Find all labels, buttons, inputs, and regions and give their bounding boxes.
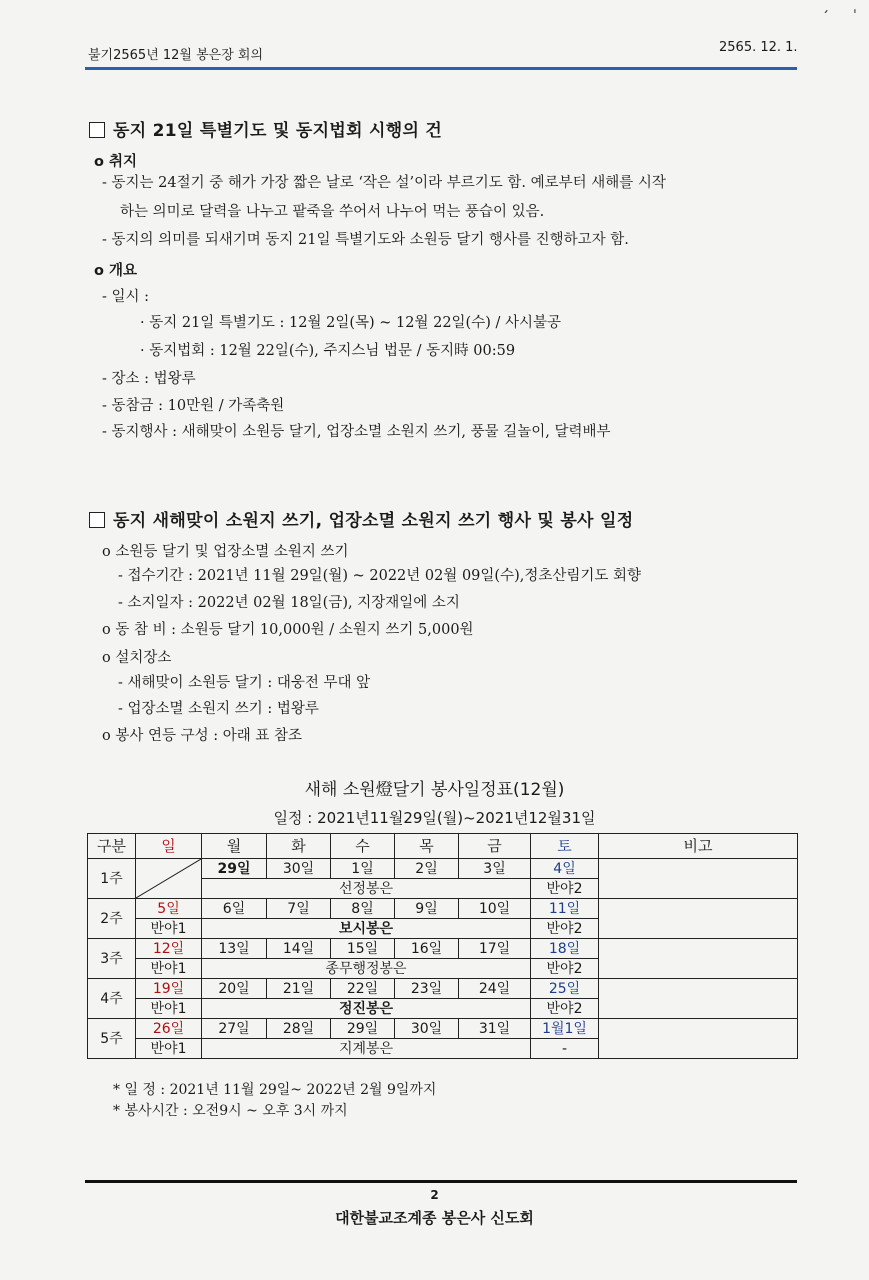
section2-title: 동지 새해맞이 소원지 쓰기, 업장소멸 소원지 쓰기 행사 및 봉사 일정 [113,511,634,531]
week-label: 3주 [88,939,136,979]
section2-line: - 소지일자 : 2022년 02월 18일(금), 지장재일에 소지 [118,595,460,611]
saturday-cell: 4일 [531,859,599,879]
day-cell: 30일 [395,1019,459,1039]
note-cell [599,899,798,939]
saturday-cell: 25일 [531,979,599,999]
day-cell: 14일 [267,939,331,959]
date-label: - 일시 : [102,289,150,305]
header-cell: 비고 [599,834,798,859]
day-cell: 10일 [459,899,531,919]
saturday-group-cell: - [531,1039,599,1059]
saturday-cell: 18일 [531,939,599,959]
group-cell: 지계봉은 [202,1039,531,1059]
note-line: * 봉사시간 : 오전9시 ~ 오후 3시 까지 [113,1103,348,1119]
section2-line: - 새해맞이 소원등 달기 : 대웅전 무대 앞 [118,675,371,691]
sunday-group-cell: 반야1 [136,919,202,939]
week-label: 1주 [88,859,136,899]
header-date: 2565. 12. 1. [719,40,798,55]
section2-line: o 설치장소 [102,650,172,666]
place-line: - 장소 : 법왕루 [102,371,196,387]
events-line: - 동지행사 : 새해맞이 소원등 달기, 업장소멸 소원지 쓰기, 풍물 길놀이, 달력배부 [102,424,611,440]
overview-label: o 개요 [94,263,138,279]
header-cell: 월 [202,834,267,859]
day-cell: 9일 [395,899,459,919]
header-title: 불기2565년 12월 봉은장 회의 [88,48,264,63]
date-line: · 동지법회 : 12월 22일(수), 주지스님 법문 / 동지時 00:59 [140,343,516,359]
day-cell: 28일 [267,1019,331,1039]
section2-line: - 업장소멸 소원지 쓰기 : 법왕루 [118,701,319,717]
saturday-cell: 1월1일 [531,1019,599,1039]
footer-org: 대한불교조계종 봉은사 신도회 [335,1209,534,1227]
saturday-group-cell: 반야2 [531,959,599,979]
sunday-group-cell: 반야1 [136,999,202,1019]
day-cell: 17일 [459,939,531,959]
header-cell: 금 [459,834,531,859]
day-cell: 22일 [331,979,395,999]
table-header-row [88,834,798,859]
note-cell [599,1019,798,1059]
table-row [88,1019,798,1039]
header-cell: 일 [136,834,202,859]
checkbox-icon [89,512,105,528]
group-cell: 종무행정봉은 [202,959,531,979]
table-row [88,859,798,879]
day-cell: 2일 [395,859,459,879]
date-line: · 동지 21일 특별기도 : 12월 2일(목) ~ 12월 22일(수) / 사시불공 [140,315,562,331]
saturday-cell: 11일 [531,899,599,919]
table-row [88,979,798,999]
day-cell: 29일 [331,1019,395,1039]
week-label: 4주 [88,979,136,1019]
day-cell: 3일 [459,859,531,879]
note-cell [599,939,798,979]
section2-heading [89,506,633,531]
day-cell: 21일 [267,979,331,999]
note-cell [599,979,798,1019]
day-cell: 24일 [459,979,531,999]
group-cell: 보시봉은 [202,919,531,939]
saturday-group-cell: 반야2 [531,879,599,899]
day-cell: 20일 [202,979,267,999]
table-title: 새해 소원燈달기 봉사일정표(12월) [304,780,565,800]
schedule-table [87,833,798,1059]
purpose-label: o 취지 [94,154,138,170]
day-cell: 27일 [202,1019,267,1039]
day-cell: 31일 [459,1019,531,1039]
day-cell: 16일 [395,939,459,959]
header-cell: 구분 [88,834,136,859]
sunday-cell: 5일 [136,899,202,919]
group-cell: 정진봉은 [202,999,531,1019]
sunday-group-cell: 반야1 [136,1039,202,1059]
page-number: 2 [430,1188,439,1202]
table-subtitle: 일정 : 2021년11월29일(월)~2021년12월31일 [273,809,596,827]
table-row [88,939,798,959]
day-cell: 1일 [331,859,395,879]
empty-diagonal-cell [136,859,202,899]
section1-heading [89,116,442,141]
section2-line: o 동 참 비 : 소원등 달기 10,000원 / 소원지 쓰기 5,000원 [102,622,474,638]
day-cell: 30일 [267,859,331,879]
header-cell: 수 [331,834,395,859]
table-row [88,899,798,919]
diagonal-line-icon [136,859,201,898]
section2-line: o 소원등 달기 및 업장소멸 소원지 쓰기 [102,544,349,560]
fee-line: - 동참금 : 10만원 / 가족축원 [102,398,285,414]
day-cell: 7일 [267,899,331,919]
saturday-group-cell: 반야2 [531,999,599,1019]
header-cell: 목 [395,834,459,859]
section2-line: o 봉사 연등 구성 : 아래 표 참조 [102,728,302,744]
footer-rule [85,1180,797,1183]
checkbox-icon [89,122,105,138]
saturday-group-cell: 반야2 [531,919,599,939]
day-cell: 23일 [395,979,459,999]
purpose-line: 하는 의미로 달력을 나누고 팥죽을 쑤어서 나누어 먹는 풍습이 있음. [120,204,545,220]
note-line: * 일 정 : 2021년 11월 29일~ 2022년 2월 9일까지 [113,1082,437,1098]
header-cell: 토 [531,834,599,859]
header-cell: 화 [267,834,331,859]
day-cell: 6일 [202,899,267,919]
day-cell: 13일 [202,939,267,959]
week-label: 5주 [88,1019,136,1059]
sunday-cell: 12일 [136,939,202,959]
sunday-cell: 26일 [136,1019,202,1039]
day-cell: 29일 [202,859,267,879]
header-rule [85,67,797,70]
day-cell: 8일 [331,899,395,919]
sunday-group-cell: 반야1 [136,959,202,979]
scan-mark: ˈ [853,8,857,24]
purpose-line: - 동지의 의미를 되새기며 동지 21일 특별기도와 소원등 달기 행사를 진행하고자 함. [102,232,629,248]
sunday-cell: 19일 [136,979,202,999]
group-cell: 선정봉은 [202,879,531,899]
purpose-line: - 동지는 24절기 중 해가 가장 짧은 날로 ‘작은 설’이라 부르기도 함. 예로부터 새해를 시작 [102,175,666,191]
section1-title: 동지 21일 특별기도 및 동지법회 시행의 건 [113,121,443,141]
scan-mark: ˊ [822,10,829,26]
section2-line: - 접수기간 : 2021년 11월 29일(월) ~ 2022년 02월 09일(수),정초산림기도 회향 [118,568,642,584]
note-cell [599,859,798,899]
day-cell: 15일 [331,939,395,959]
week-label: 2주 [88,899,136,939]
